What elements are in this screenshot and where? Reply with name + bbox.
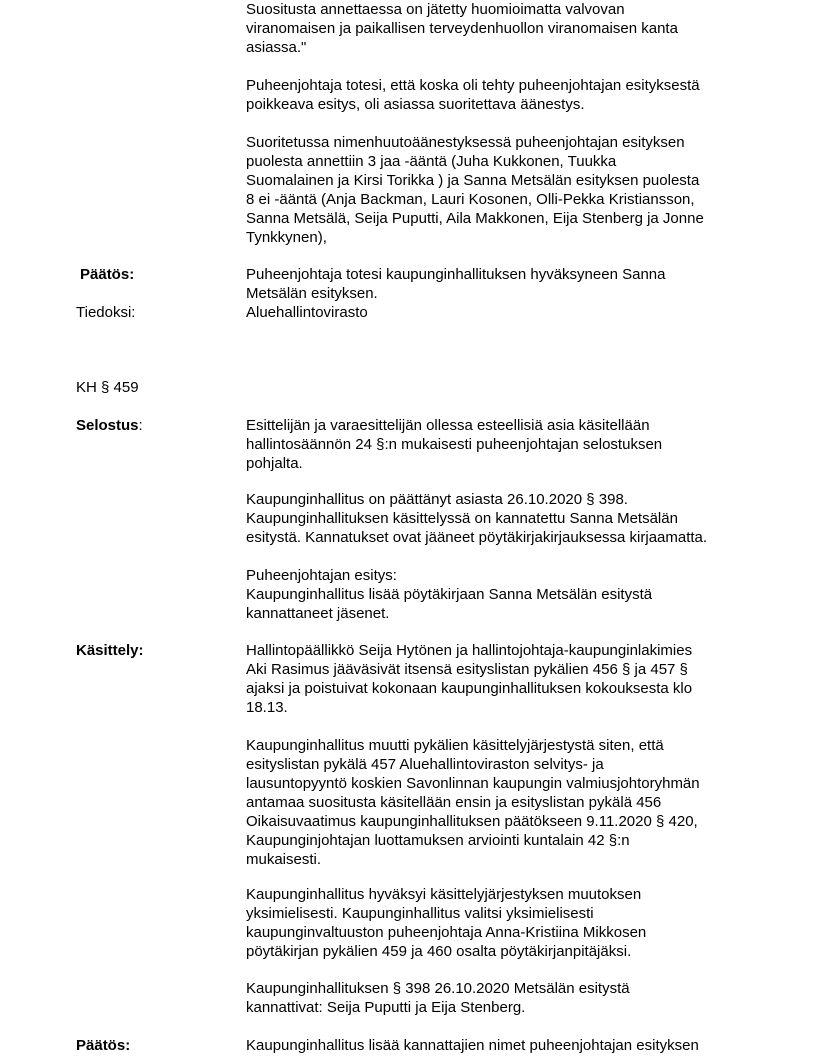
paatos-text (246, 265, 746, 303)
text-line: poikkeava esitys, oli asiassa suoritettava äänestys. (246, 96, 585, 113)
text-line: kaupunginvaltuuston puheenjohtaja Anna-Kristiina Mikkosen (246, 924, 647, 941)
text-line: Kaupunginhallitus muutti pykälien käsittelyjärjestystä siten, että (246, 737, 664, 754)
text-line: Kaupunginhallitus hyväksyi käsittelyjärjestyksen muutoksen (246, 886, 642, 903)
text-line: esitystä. Kannatukset ovat jääneet pöytäkirjakirjauksessa kirjaamatta. (246, 529, 708, 546)
text-line: Puheenjohtaja totesi kaupunginhallituksen hyväksyneen Sanna (246, 266, 666, 283)
text-line: kannattivat: Seija Puputti ja Eija Stenberg. (246, 999, 526, 1016)
text-line: Metsälän esityksen. (246, 285, 378, 302)
selostus-paragraph-1 (246, 416, 746, 473)
text-line: 18.13. (246, 699, 288, 716)
text-line: Puheenjohtaja totesi, että koska oli tehty puheenjohtajan esityksestä (246, 77, 700, 94)
tiedoksi-label: Tiedoksi: (76, 304, 136, 321)
text-line: ajaksi ja poistuivat kokonaan kaupunginhallituksen kokouksesta klo (246, 680, 693, 697)
text-line: pöytäkirjan pykälien 459 ja 460 osalta pöytäkirjanpitäjäksi. (246, 943, 632, 960)
text-line: viranomaisen ja paikallisen terveydenhuollon viranomaisen kanta (246, 20, 678, 37)
selostus-label-colon: : (138, 417, 143, 434)
text-line: Puheenjohtajan esitys: (246, 567, 397, 584)
selostus-paragraph-3 (246, 566, 746, 623)
text-line: hallintosäännön 24 §:n mukaisesti puheenjohtajan selostuksen (246, 436, 663, 453)
text-line: antamaa suositusta käsitellään ensin ja esityslistan pykälä 456 (246, 794, 662, 811)
text-line: Kaupunginjohtajan luottamuksen arviointi kuntalain 42 §:n (246, 832, 630, 849)
paatos-label-459: Päätös: (76, 1037, 131, 1054)
text-line: Kaupunginhallituksen käsittelyssä on kannatettu Sanna Metsälän (246, 510, 678, 527)
text-line: pohjalta. (246, 455, 303, 472)
paragraph-suositus (246, 0, 746, 57)
text-line: Sanna Metsälä, Seija Puputti, Aila Makkonen, Eija Stenberg ja Jonne (246, 210, 704, 227)
text-line: asiassa." (246, 39, 307, 56)
text-line: yksimielisesti. Kaupunginhallitus valitsi yksimielisesti (246, 905, 594, 922)
text-line: mukaisesti. (246, 851, 322, 868)
paragraph-aanestys (246, 133, 746, 247)
text-line: Esittelijän ja varaesittelijän ollessa esteellisiä asia käsitellään (246, 417, 650, 434)
text-line: Kaupunginhallituksen § 398 26.10.2020 Metsälän esitystä (246, 980, 630, 997)
text-line: Aluehallintovirasto (246, 304, 368, 321)
text-line: lausuntopyyntö koskien Savonlinnan kaupungin valmiusjohtoryhmän (246, 775, 700, 792)
kasittely-paragraph-3 (246, 885, 746, 961)
text-line: Kaupunginhallitus lisää kannattajien nimet puheenjohtajan esityksen (246, 1037, 699, 1054)
section-heading: KH § 459 (76, 379, 139, 396)
paatos-label: Päätös: (80, 266, 135, 283)
paragraph-puheenjohtaja-totesi (246, 76, 746, 114)
text-line: Suomalainen ja Kirsi Torikka ) ja Sanna Metsälän esityksen puolesta (246, 172, 700, 189)
text-line: Suositusta annettaessa on jätetty huomioimatta valvovan (246, 1, 625, 18)
paatos-text-459 (246, 1036, 746, 1055)
selostus-label-text: Selostus (76, 417, 139, 434)
kasittely-paragraph-1 (246, 641, 746, 717)
text-line: Kaupunginhallitus on päättänyt asiasta 26.10.2020 § 398. (246, 491, 628, 508)
kasittely-paragraph-2 (246, 736, 746, 869)
text-line: puolesta annettiin 3 jaa -ääntä (Juha Kukkonen, Tuukka (246, 153, 617, 170)
text-line: Hallintopäällikkö Seija Hytönen ja hallintojohtaja-kaupunginlakimies (246, 642, 693, 659)
selostus-label (76, 416, 143, 435)
text-line: Oikaisuvaatimus kaupunginhallituksen päätökseen 9.11.2020 § 420, (246, 813, 698, 830)
text-line: Tynkkynen), (246, 229, 327, 246)
text-line: 8 ei -ääntä (Anja Backman, Lauri Kosonen, Olli-Pekka Kristiansson, (246, 191, 695, 208)
selostus-paragraph-2 (246, 490, 746, 547)
text-line: kannattaneet jäsenet. (246, 605, 390, 622)
kasittely-label: Käsittely: (76, 642, 144, 659)
kasittely-paragraph-4 (246, 979, 746, 1017)
text-line: Suoritetussa nimenhuutoäänestyksessä puheenjohtajan esityksen (246, 134, 685, 151)
text-line: Kaupunginhallitus lisää pöytäkirjaan Sanna Metsälän esitystä (246, 586, 653, 603)
tiedoksi-text (246, 303, 746, 322)
text-line: esityslistan pykälä 457 Aluehallintoviraston selvitys- ja (246, 756, 604, 773)
text-line: Aki Rasimus jääväsivät itsensä esityslistan pykälien 456 § ja 457 § (246, 661, 688, 678)
